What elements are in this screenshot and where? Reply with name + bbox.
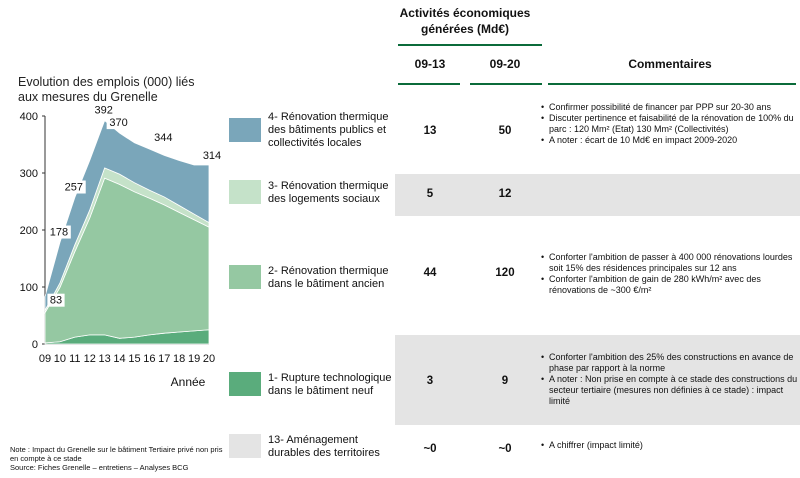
header-rule-3	[548, 83, 796, 85]
comment-item: • A noter : Non prise en compte à ce stade des constructions du secteur tertiaire (mesures non définies à ce stade) : impact limité	[541, 374, 799, 407]
footnote	[10, 445, 230, 472]
legend-swatch-1	[229, 372, 261, 396]
x-tick-label: 09	[38, 353, 52, 365]
row1-comments	[541, 352, 799, 407]
x-tick-label: 18	[173, 353, 186, 365]
header-rule-2	[470, 83, 542, 85]
y-tick-label: 300	[19, 168, 38, 180]
group-header: Activités économiques générées (Md€)	[399, 6, 531, 36]
x-tick-label: 19	[187, 353, 201, 365]
row4-v1: 13	[423, 125, 437, 137]
y-tick-label: 200	[19, 225, 38, 237]
legend-label-4: 4- Rénovation thermique des bâtiments publics et collectivités locales	[268, 111, 389, 149]
legend-label-1: 1- Rupture technologique dans le bâtiment neuf	[268, 372, 392, 397]
col-header-09-20: 09-20	[489, 57, 521, 71]
chart-title: Evolution des emplois (000) liés aux mesures du Grenelle	[18, 75, 195, 104]
total-label: 314	[202, 150, 222, 163]
legend-swatch-3	[229, 180, 261, 204]
note-text: Note : Impact du Grenelle sur le bâtiment Tertiaire privé non pris en compte à ce stade	[10, 445, 223, 463]
total-label: 257	[64, 181, 83, 194]
comment-item: • Conforter l'ambition des 25% des constructions en avance de phase par rapport à la norme	[541, 352, 799, 374]
employment-area-chart	[0, 0, 230, 400]
x-tick-label: 11	[69, 353, 81, 365]
row3-v2: 12	[498, 188, 512, 200]
row1-v2: 9	[501, 375, 509, 387]
comment-item: • A noter : écart de 10 Md€ en impact 2009-2020	[541, 135, 799, 146]
row1-v1: 3	[426, 375, 434, 387]
x-tick-label: 12	[83, 353, 96, 365]
comment-item: • Discuter pertinence et faisabilité de la rénovation de 100% du parc : 120 Mm² (Etat) 130 Mm² (Collectivités)	[541, 113, 799, 135]
legend-swatch-4	[229, 118, 261, 142]
legend-swatch-2	[229, 265, 261, 289]
x-tick-label: 17	[158, 353, 171, 365]
y-tick-label: 0	[31, 339, 38, 351]
row13-v1: ~0	[423, 443, 437, 455]
legend-label-2: 2- Rénovation thermique dans le bâtiment ancien	[268, 265, 389, 290]
total-label: 392	[94, 104, 113, 117]
total-label: 344	[154, 131, 173, 144]
legend-label-3: 3- Rénovation thermique des logements sociaux	[268, 180, 389, 205]
comment-item: • A chiffrer (impact limité)	[541, 440, 799, 451]
row2-v1: 44	[423, 267, 437, 279]
total-label: 370	[109, 117, 128, 130]
x-axis-label: Année	[170, 375, 206, 389]
x-tick-label: 20	[202, 353, 216, 365]
y-tick-label: 100	[19, 282, 38, 294]
comment-item: • Conforter l'ambition de passer à 400 000 rénovations lourdes soit 15% des résidences principales sur 12 ans	[541, 252, 799, 274]
x-tick-label: 15	[128, 353, 141, 365]
row2-comments	[541, 252, 799, 296]
comment-item: • Conforter l'ambition de gain de 280 kWh/m² avec des rénovations de ~300 €/m²	[541, 274, 799, 296]
total-label: 83	[49, 294, 63, 307]
row4-v2: 50	[498, 125, 512, 137]
x-tick-label: 10	[53, 353, 67, 365]
row3-v1: 5	[426, 188, 434, 200]
col-header-09-13: 09-13	[414, 57, 446, 71]
col-header-commentaires: Commentaires	[628, 57, 712, 71]
row13-v2: ~0	[498, 443, 512, 455]
legend-swatch-13	[229, 434, 261, 458]
total-label: 178	[49, 226, 69, 239]
row2-v2: 120	[495, 267, 515, 279]
x-tick-label: 13	[98, 353, 111, 365]
header-rule-1	[398, 83, 460, 85]
y-tick-label: 400	[19, 111, 38, 123]
source-text: Source: Fiches Grenelle – entretiens – Analyses BCG	[10, 463, 189, 472]
row4-comments	[541, 102, 799, 146]
legend-label-13: 13- Aménagement durables des territoires	[268, 434, 380, 459]
group-header-rule	[398, 44, 542, 46]
x-tick-label: 14	[113, 353, 126, 365]
comment-item: • Confirmer possibilité de financer par PPP sur 20-30 ans	[541, 102, 799, 113]
x-tick-label: 16	[143, 353, 156, 365]
row13-comments	[541, 440, 799, 451]
